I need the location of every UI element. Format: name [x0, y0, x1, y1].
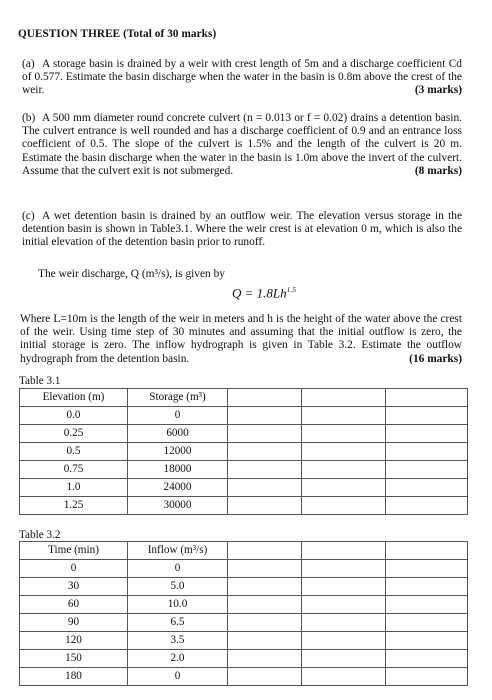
table2-cell: 30 [20, 578, 128, 596]
table1-cell: 1.0 [20, 479, 128, 497]
table1-empty-cell [302, 443, 386, 461]
formula-exponent: 1.5 [286, 285, 297, 294]
table2-empty-cell [228, 596, 302, 614]
table1-cell: 0.0 [20, 407, 128, 425]
table1-empty-cell [228, 497, 302, 515]
table1-header-row [20, 389, 468, 407]
table2-empty-cell [302, 596, 386, 614]
table2-cell: 0 [20, 560, 128, 578]
table1-empty-cell [228, 425, 302, 443]
table-row [20, 497, 468, 515]
table2-cell: 120 [20, 632, 128, 650]
part-c-marks: (16 marks) [409, 352, 462, 365]
table1-empty-cell [302, 461, 386, 479]
table-row [20, 668, 468, 686]
formula-base: Q = 1.8Lh [232, 285, 287, 301]
table1-cell: 30000 [128, 497, 228, 515]
table-row [20, 425, 468, 443]
table2-header-time: Time (min) [20, 542, 128, 560]
table2-cell: 2.0 [128, 650, 228, 668]
table2-empty-cell [386, 542, 468, 560]
table-row [20, 578, 468, 596]
table2-cell: 90 [20, 614, 128, 632]
table-row [20, 443, 468, 461]
table2-empty-cell [228, 542, 302, 560]
table1-cell: 0.5 [20, 443, 128, 461]
part-a-text: A storage basin is drained by a weir with crest length of 5m and a discharge coefficient Cd of 0.577. Estimate the basin discharge when the water in the basin is 0.8m above the crest of the weir. [22, 58, 462, 97]
table1-cell: 12000 [128, 443, 228, 461]
table1-caption: Table 3.1 [19, 375, 61, 387]
table2-empty-cell [386, 650, 468, 668]
table2-empty-cell [302, 614, 386, 632]
table-row [20, 560, 468, 578]
table1-empty-cell [302, 407, 386, 425]
table2-empty-cell [228, 650, 302, 668]
table2-empty-cell [386, 632, 468, 650]
table2-empty-cell [386, 560, 468, 578]
part-c-follow-text: Where L=10m is the length of the weir in meters and h is the height of the water above the crest of the weir. Using time step of 30 minutes and assuming that the initial outflow is zero, the initial storage is zero. The inflow hydrograph is given in Table 3.2. Estimate the outflow hydrograph from the detention basin. [20, 313, 462, 365]
table1-header-storage: Storage (m³) [128, 389, 228, 407]
table2-empty-cell [302, 632, 386, 650]
table-3-1 [19, 388, 468, 515]
table-row [20, 596, 468, 614]
table1-cell: 6000 [128, 425, 228, 443]
table1-cell: 0 [128, 407, 228, 425]
table-row [20, 407, 468, 425]
table2-cell: 60 [20, 596, 128, 614]
part-a-label: (a) [22, 58, 35, 70]
table1-header-elevation: Elevation (m) [20, 389, 128, 407]
part-b-label: (b) [22, 112, 36, 124]
table1-empty-cell [386, 443, 468, 461]
table2-empty-cell [302, 578, 386, 596]
table1-cell: 24000 [128, 479, 228, 497]
table2-empty-cell [386, 578, 468, 596]
table2-empty-cell [302, 542, 386, 560]
table1-empty-cell [302, 497, 386, 515]
weir-discharge-line: The weir discharge, Q (m³/s), is given by [38, 268, 225, 280]
table-row [20, 479, 468, 497]
table2-header-inflow: Inflow (m³/s) [128, 542, 228, 560]
table1-empty-cell [228, 389, 302, 407]
table1-empty-cell [386, 497, 468, 515]
table-row [20, 614, 468, 632]
table1-empty-cell [386, 407, 468, 425]
table-row [20, 461, 468, 479]
table2-empty-cell [228, 632, 302, 650]
table1-empty-cell [228, 461, 302, 479]
table1-cell: 0.25 [20, 425, 128, 443]
table2-empty-cell [302, 560, 386, 578]
weir-formula [232, 283, 296, 300]
table2-cell: 180 [20, 668, 128, 686]
table1-cell: 18000 [128, 461, 228, 479]
table2-empty-cell [302, 650, 386, 668]
part-a [22, 58, 462, 98]
table1-empty-cell [302, 389, 386, 407]
table1-cell: 0.75 [20, 461, 128, 479]
table2-cell: 150 [20, 650, 128, 668]
table1-empty-cell [386, 425, 468, 443]
table2-empty-cell [302, 668, 386, 686]
table2-empty-cell [386, 668, 468, 686]
part-c-follow [20, 313, 462, 366]
table2-cell: 5.0 [128, 578, 228, 596]
table2-cell: 6.5 [128, 614, 228, 632]
part-a-marks: (3 marks) [414, 84, 462, 97]
table2-caption: Table 3.2 [19, 529, 61, 541]
part-b-marks: (8 marks) [414, 164, 462, 177]
table1-empty-cell [386, 389, 468, 407]
table1-empty-cell [228, 407, 302, 425]
table-row [20, 650, 468, 668]
table2-empty-cell [228, 614, 302, 632]
table1-empty-cell [302, 479, 386, 497]
part-b [22, 112, 462, 178]
table2-empty-cell [386, 614, 468, 632]
table2-cell: 0 [128, 668, 228, 686]
table2-empty-cell [386, 596, 468, 614]
table2-cell: 10.0 [128, 596, 228, 614]
table2-cell: 0 [128, 560, 228, 578]
table2-empty-cell [228, 578, 302, 596]
part-b-text: A 500 mm diameter round concrete culvert (n = 0.013 or f = 0.02) drains a detention basin. The culvert entrance is well rounded and has a discharge coefficient of 0.9 and an entrance loss coefficient of 0.5. The slope of the culvert is 1.5% and the length of the culvert is 20 m. Estimate the basin discharge when the water in the basin is 1.0m above the invert of the culvert. Assume that the culvert exit is not submerged. [22, 112, 462, 177]
table1-empty-cell [386, 479, 468, 497]
table-row [20, 632, 468, 650]
table-3-2 [19, 541, 468, 686]
table1-cell: 1.25 [20, 497, 128, 515]
part-c-label: (c) [22, 210, 35, 222]
table1-empty-cell [228, 479, 302, 497]
part-c [22, 210, 462, 250]
part-c-text: A wet detention basin is drained by an outflow weir. The elevation versus storage in the detention basin is shown in Table3.1. Where the weir crest is at elevation 0 m, which is also the initial elevation of the detention basin prior to runoff. [22, 210, 462, 249]
question-title: QUESTION THREE (Total of 30 marks) [18, 28, 217, 40]
table1-empty-cell [228, 443, 302, 461]
table2-empty-cell [228, 560, 302, 578]
table2-empty-cell [228, 668, 302, 686]
table1-empty-cell [386, 461, 468, 479]
table1-empty-cell [302, 425, 386, 443]
table2-cell: 3.5 [128, 632, 228, 650]
table2-header-row [20, 542, 468, 560]
